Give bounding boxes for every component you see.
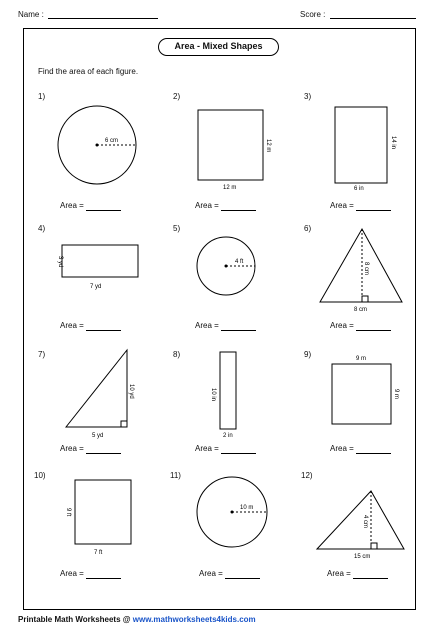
problem-number: 10): [34, 471, 46, 480]
problem-number: 6): [304, 224, 312, 233]
figure-label: 10 yd: [128, 384, 134, 399]
figure-label: 2 in: [223, 433, 233, 439]
figure-label: 8 cm: [363, 262, 369, 276]
figure-11-circle: [197, 477, 267, 547]
area-label: Area =: [195, 321, 219, 330]
figure-label: 6 cm: [105, 138, 119, 144]
figure-12-triangle: [317, 491, 404, 560]
footer-link[interactable]: www.mathworksheets4kids.com: [132, 615, 256, 624]
area-label: Area =: [327, 569, 351, 578]
area-answer-field[interactable]: [86, 453, 121, 454]
area-answer-field[interactable]: [356, 330, 391, 331]
figure-label: 9 m: [356, 356, 367, 362]
figure-1-circle: [58, 106, 136, 184]
problem-number: 12): [301, 471, 313, 480]
instruction-text: Find the area of each figure.: [38, 67, 139, 76]
area-answer-field[interactable]: [86, 210, 121, 211]
figure-label: 5 yd: [92, 433, 104, 439]
area-label: Area =: [60, 321, 84, 330]
area-label: Area =: [330, 444, 354, 453]
area-answer-field[interactable]: [353, 578, 388, 579]
footer: [18, 615, 256, 624]
area-answer-field[interactable]: [221, 330, 256, 331]
area-label: Area =: [60, 201, 84, 210]
figure-label: 9 m: [393, 389, 399, 400]
problem-number: 7): [38, 350, 46, 359]
figure-label: 4 cm: [362, 515, 368, 529]
problem-number: 5): [173, 224, 181, 233]
figure-label: 15 cm: [354, 554, 371, 560]
problem-number: 8): [173, 350, 181, 359]
figure-label: 10 in: [210, 388, 216, 402]
figure-label: 6 in: [354, 186, 364, 192]
figure-label: 14 in: [390, 136, 396, 150]
score-label: Score :: [300, 10, 326, 19]
figure-label: 3 yd: [57, 256, 63, 268]
problem-number: 3): [304, 92, 312, 101]
figure-label: 7 ft: [94, 550, 103, 556]
figure-label: 7 yd: [90, 284, 102, 290]
area-answer-field[interactable]: [86, 330, 121, 331]
figure-3-rectangle: [335, 107, 396, 192]
figure-2-square: [198, 110, 271, 191]
figure-10-rectangle: [65, 480, 131, 556]
area-label: Area =: [195, 444, 219, 453]
area-label: Area =: [195, 201, 219, 210]
name-label: Name :: [18, 10, 44, 19]
area-answer-field[interactable]: [356, 210, 391, 211]
figure-label: 9 ft: [65, 508, 71, 517]
figure-label: 4 ft: [235, 259, 244, 265]
area-label: Area =: [199, 569, 223, 578]
worksheet-title: Area - Mixed Shapes: [158, 38, 279, 56]
figure-9-square: [332, 356, 399, 424]
figure-5-circle: [197, 237, 255, 295]
figure-4-rectangle: [57, 245, 138, 290]
area-label: Area =: [330, 201, 354, 210]
problem-number: 9): [304, 350, 312, 359]
figure-label: 10 m: [240, 505, 254, 511]
area-label: Area =: [60, 444, 84, 453]
area-answer-field[interactable]: [86, 578, 121, 579]
figure-6-triangle: [320, 229, 402, 313]
problem-number: 11): [170, 471, 181, 480]
area-answer-field[interactable]: [221, 453, 256, 454]
figure-8-rectangle: [210, 352, 236, 439]
problem-number: 4): [38, 224, 46, 233]
area-label: Area =: [330, 321, 354, 330]
problem-number: 2): [173, 92, 181, 101]
area-answer-field[interactable]: [225, 578, 260, 579]
area-answer-field[interactable]: [221, 210, 256, 211]
figure-7-triangle: [66, 350, 134, 439]
figure-label: 12 m: [223, 185, 237, 191]
area-answer-field[interactable]: [356, 453, 391, 454]
area-label: Area =: [60, 569, 84, 578]
figure-label: 8 cm: [354, 307, 368, 313]
problem-number: 1): [38, 92, 46, 101]
figure-label: 12 m: [265, 139, 271, 153]
footer-prefix: Printable Math Worksheets @: [18, 615, 133, 624]
